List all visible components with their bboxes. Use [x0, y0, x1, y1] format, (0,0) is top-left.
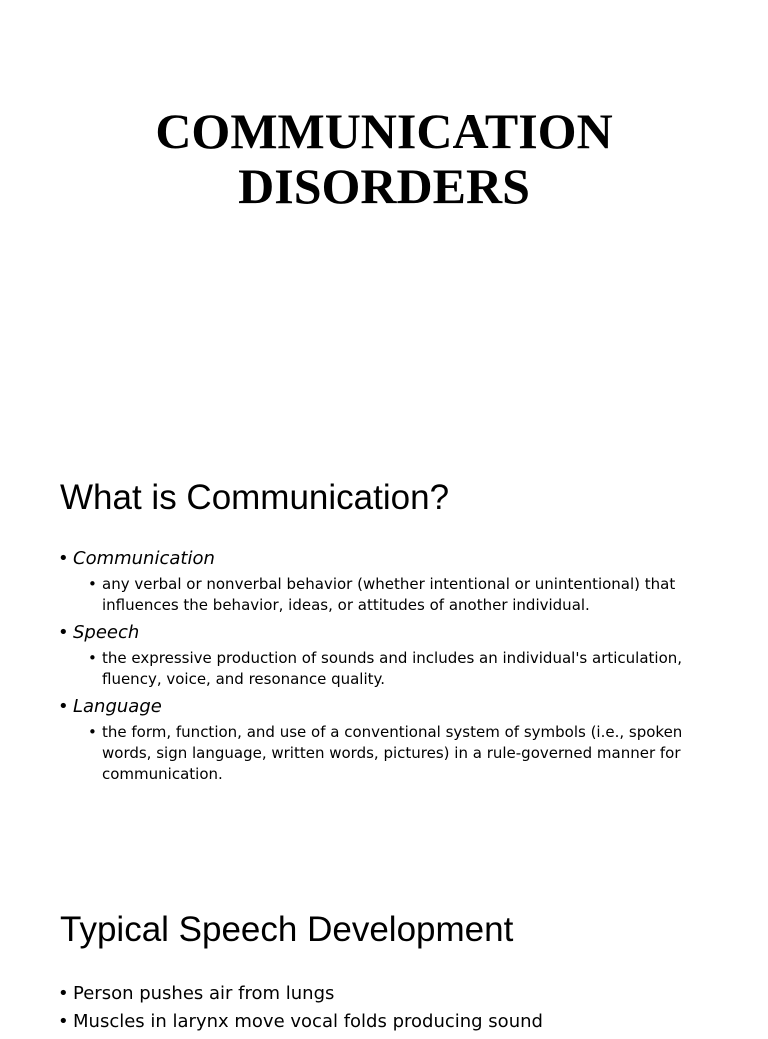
slide-what-is-communication [0, 432, 768, 864]
bullet-text: Person pushes air from lungs [73, 983, 335, 1004]
slide-typical-speech-development [0, 864, 768, 1032]
term-communication: Communication [73, 548, 215, 569]
bullet-language [56, 696, 716, 785]
title-line-2: DISORDERS [238, 158, 530, 214]
title-line-1: COMMUNICATION [155, 103, 613, 159]
presentation-title [0, 104, 768, 214]
term-speech: Speech [73, 622, 140, 643]
term-language: Language [73, 696, 162, 717]
slide-title [0, 0, 768, 432]
sub-bullet-list [73, 722, 716, 785]
slide-heading: Typical Speech Development [60, 910, 514, 949]
definition-communication: • any verbal or nonverbal behavior (whether intentional or unintentional) that influences the behavior, ideas, or attitudes of another individual. [73, 574, 716, 616]
bullet-item [56, 1011, 716, 1033]
sub-bullet-list [73, 648, 716, 690]
bullet-speech [56, 622, 716, 690]
bullet-communication [56, 548, 716, 616]
sub-bullet-list [73, 574, 716, 616]
slide-heading: What is Communication? [60, 478, 450, 517]
bullet-list [56, 983, 716, 1039]
definition-language: • the form, function, and use of a conventional system of symbols (i.e., spoken words, sign language, written words, pictures) in a rule-governed manner for communication. [73, 722, 716, 785]
bullet-list [56, 548, 716, 791]
definition-speech: • the expressive production of sounds and includes an individual's articulation, fluency, voice, and resonance quality. [73, 648, 716, 690]
bullet-text: Muscles in larynx move vocal folds producing sound [73, 1011, 543, 1032]
bullet-item [56, 983, 716, 1005]
